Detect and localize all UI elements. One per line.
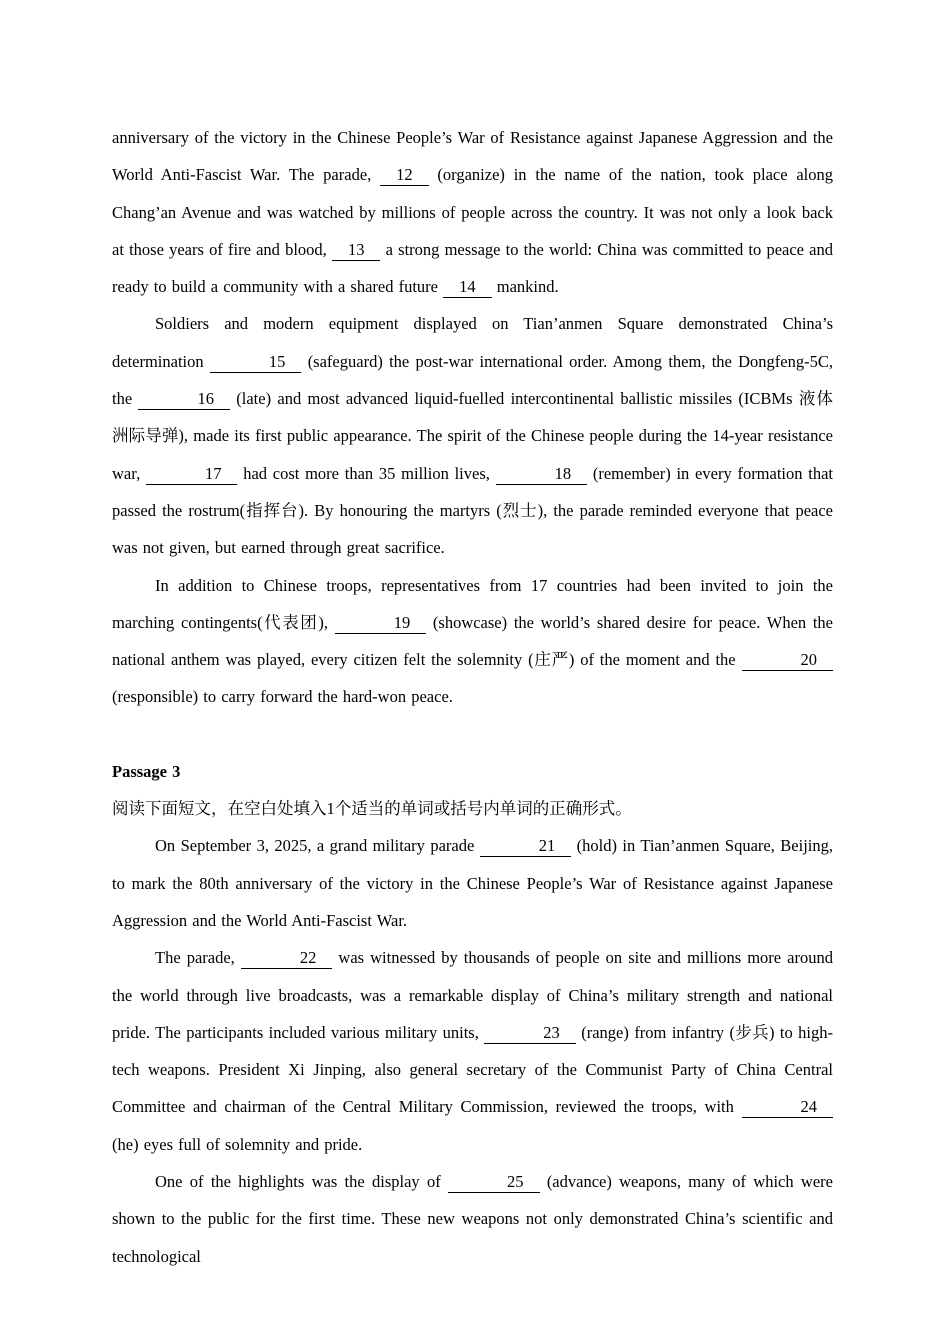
text-run: (he) eyes full of solemnity and pride. bbox=[112, 1134, 363, 1154]
text-run: anniversary of the victory in the Chinese People’s War of Resistance against Japanese Aggression and the World Anti-Fascist War. The parade, bbox=[112, 128, 833, 185]
text-run: (responsible) to carry forward the hard-won peace. bbox=[112, 687, 453, 707]
text-run: (advance) weapons, many of which were shown to the public for the first time. These new weapons not only demonstrated China’s scientific and technological bbox=[112, 1172, 833, 1266]
text-run: (remember) in every formation that passed the rostrum(指挥台). By honouring the martyrs (烈士), the parade reminded everyone that peace was not given, but earned through great sacrifice. bbox=[112, 463, 833, 558]
fill-in-blank-15: 15 bbox=[210, 352, 302, 373]
text-run: Passage 3 bbox=[112, 761, 181, 781]
fill-in-blank-23: 23 bbox=[484, 1023, 576, 1044]
text-run: (hold) in Tian’anmen Square, Beijing, to mark the 80th anniversary of the victory in the Chinese People’s War of Resistance against Japanese Aggression and the World Anti-Fascist War. bbox=[112, 836, 833, 930]
passage3-paragraph-3 bbox=[112, 1163, 833, 1275]
fill-in-blank-14: 14 bbox=[443, 277, 492, 298]
passage3-paragraph-2 bbox=[112, 939, 833, 1163]
text-run: The parade, bbox=[155, 948, 241, 968]
fill-in-blank-21: 21 bbox=[480, 836, 572, 857]
text-run: (showcase) the world’s shared desire for peace. When the national anthem was played, every citizen felt the solemnity (庄严) of the moment and the bbox=[112, 612, 834, 670]
text-run: a strong message to the world: China was committed to peace and ready to build a community with a shared future bbox=[112, 239, 833, 297]
passage2-paragraph-2 bbox=[112, 305, 833, 566]
text-run: 阅读下面短文，在空白处填入1个适当的单词或括号内单词的正确形式。 bbox=[112, 799, 632, 819]
text-run: mankind. bbox=[491, 277, 559, 297]
fill-in-blank-18: 18 bbox=[496, 464, 588, 485]
passage2-paragraph-3 bbox=[112, 567, 833, 716]
passage3-paragraph-1 bbox=[112, 827, 833, 939]
fill-in-blank-12: 12 bbox=[380, 165, 429, 186]
fill-in-blank-22: 22 bbox=[241, 948, 333, 969]
fill-in-blank-17: 17 bbox=[146, 464, 238, 485]
text-run: (range) from infantry (步兵) to high-tech weapons. President Xi Jinping, also general secretary of the Communist Party of China Central Committee and chairman of the Central Military Commission, reviewed the troops, with bbox=[112, 1022, 833, 1117]
document-body bbox=[112, 119, 833, 1275]
passage2-paragraph-1 bbox=[112, 119, 833, 305]
fill-in-blank-16: 16 bbox=[138, 389, 230, 410]
fill-in-blank-20: 20 bbox=[742, 650, 834, 671]
text-run: (organize) in the name of the nation, took place along Chang’an Avenue and was watched by millions of people across the country. It was not only a look back at those years of fire and blood, bbox=[112, 165, 834, 259]
text-run: In addition to Chinese troops, representatives from 17 countries had been invited to join the marching contingents(代表团), bbox=[112, 575, 833, 632]
fill-in-blank-25: 25 bbox=[448, 1172, 540, 1193]
text-run: Soldiers and modern equipment displayed on Tian’anmen Square demonstrated China’s determination bbox=[112, 314, 833, 371]
text-run: One of the highlights was the display of bbox=[155, 1172, 449, 1192]
text-run: (safeguard) the post-war international order. Among them, the Dongfeng-5C, the bbox=[112, 351, 834, 409]
text-run: On September 3, 2025, a grand military parade bbox=[155, 836, 480, 856]
text-run: was witnessed by thousands of people on site and millions more around the world through live broadcasts, was a remarkable display of China’s military strength and national pride. The participants included various military units, bbox=[112, 948, 833, 1042]
passage3-heading bbox=[112, 753, 833, 790]
text-run: had cost more than 35 million lives, bbox=[237, 463, 496, 483]
passage3-instruction bbox=[112, 790, 833, 827]
fill-in-blank-19: 19 bbox=[335, 613, 427, 634]
fill-in-blank-13: 13 bbox=[332, 240, 381, 261]
fill-in-blank-24: 24 bbox=[742, 1097, 834, 1118]
text-run: (late) and most advanced liquid-fuelled intercontinental ballistic missiles (ICBMs 液体洲际导弹), made its first public appearance. The spirit of the Chinese people during the 14-year resistance war, bbox=[112, 389, 833, 483]
